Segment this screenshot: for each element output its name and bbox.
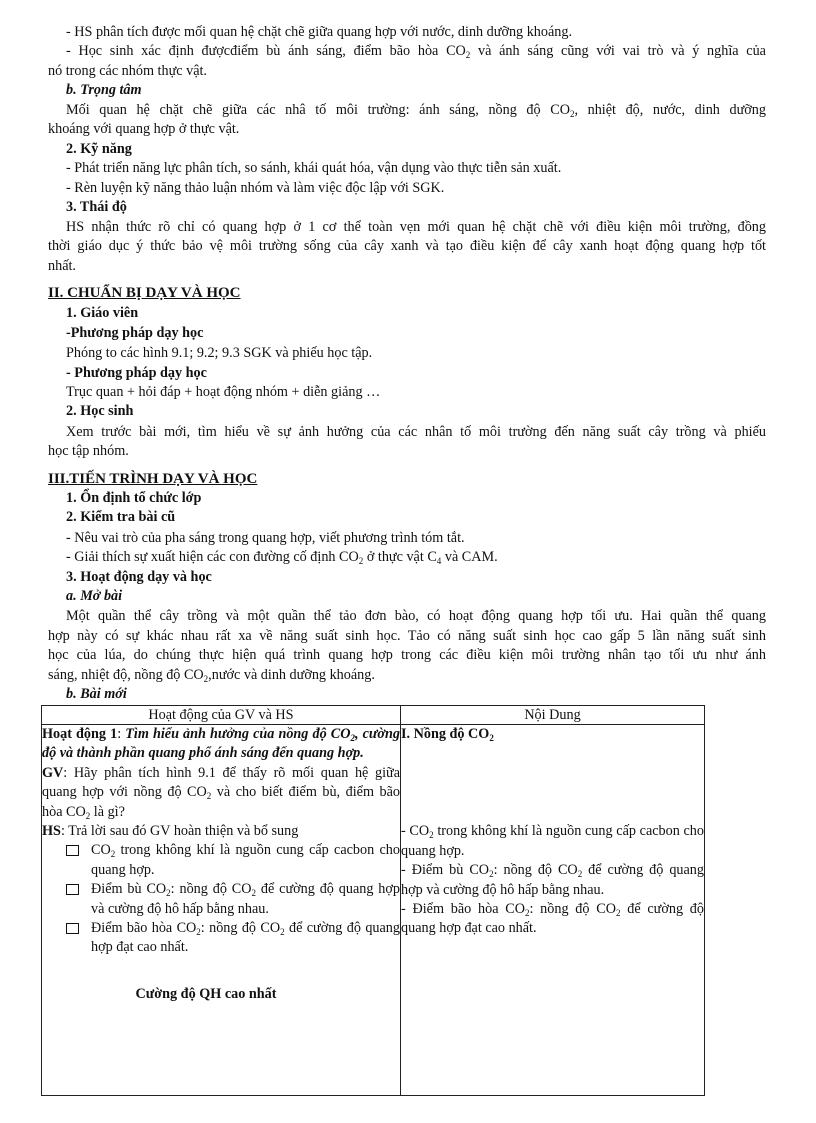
heading-trong-tam: b. Trọng tâm [66,82,142,98]
col-header-content: Nội Dung [401,706,705,725]
mo-bai-line-1: Một quần thể cây trồng và một quần thể tảo đơn bào, có hoạt động quang hợp tối ưu. Hai quần thể quang [66,608,766,624]
lesson-table [41,705,705,1096]
heading-thai-do: 3. Thái độ [66,199,127,215]
thai-do-line-3: nhất. [48,258,76,274]
heading-on-dinh: 1. Ổn định tổ chức lớp [66,490,202,506]
heading-phuong-phap-1: -Phương pháp dạy học [66,325,204,341]
thai-do-line-2: thời giáo dục ý thức bảo vệ môi trường sống của cây xanh và tạo điều kiện để cây xanh hoạt động quang hợp tốt [48,238,766,254]
content-heading: I. Nồng độ $CO_2$ [401,726,494,743]
heading-giao-vien: 1. Giáo viên [66,305,139,321]
phuong-phap-text-2: Trục quan + hỏi đáp + hoạt động nhóm + diễn giảng … [66,384,381,400]
ky-nang-line-2: - Rèn luyện kỹ năng thảo luận nhóm và làm việc độc lập với SGK. [66,180,445,196]
heading-hoc-sinh: 2. Học sinh [66,403,134,419]
list-item: $CO_2$ trong không khí là nguồn cung cấp cacbon cho quang hợp. [42,841,400,880]
hoc-sinh-line-1: Xem trước bài mới, tìm hiểu về sự ảnh hưởng của các nhân tố môi trường đến năng suất cây trồng và phiếu [66,424,766,440]
section-heading-3: III.TIẾN TRÌNH DẠY VÀ HỌC [48,471,258,487]
mo-bai-line-4: sáng, nhiệt độ, nồng độ $CO_2,nước$ và dinh dưỡng khoáng. [48,667,375,684]
list-item: Điểm bù $CO_2$: nồng độ $CO_2$ để cường độ quang hợp và cường độ hô hấp bằng nhau. [42,880,400,919]
table-header-row [42,706,705,725]
content-cell [401,725,705,1096]
heading-bai-moi: b. Bài mới [66,686,127,702]
teacher-question: GV: Hãy phân tích hình 9.1 để thấy rõ mối quan hệ giữa quang hợp với nồng độ $CO_2$ và cho biết điểm bù, điểm bão hòa $CO_2$ là gì? [42,764,400,821]
student-answer: HS: Trả lời sau đó GV hoàn thiện và bổ sung [42,823,299,840]
heading-ky-nang: 2. Kỹ năng [66,141,132,157]
objective-line-2: - Học sinh xác định đượcđiểm bù ánh sáng, điểm bão hòa $CO_2$ và ánh sáng cũng với vai trò và ý nghĩa của [66,43,766,60]
content-point-3: - Điểm bão hòa $CO_2$: nồng độ $CO_2$ để cường độ quang hợp đạt cao nhất. [401,901,704,937]
heading-phuong-phap-2: - Phương pháp dạy học [66,365,207,381]
trong-tam-line-2: khoáng với quang hợp ở thực vật. [48,121,240,137]
content-point-2: - Điểm bù $CO_2$: nồng độ $CO_2$ để cường độ quang hợp và cường độ hô hấp bằng nhau. [401,862,704,898]
kiem-tra-line-2: - Giải thích sự xuất hiện các con đường cố định $CO_2$ ở thực vật $C_4$ và CAM. [66,549,498,566]
objective-line-3: nó trong các nhóm thực vật. [48,63,207,79]
checkbox-bullet-icon [66,845,79,856]
mo-bai-line-3: học của lúa, do chúng thực hiện quá trình quang hợp trong các điều kiện môi trường nhân tạo tối ưu như ánh [48,647,766,663]
hoc-sinh-line-2: học tập nhóm. [48,443,129,459]
mo-bai-line-2: hợp này có sự khác nhau rất xa về năng suất sinh học. Tảo có năng suất sinh học cao gấp 5 lần năng suất sinh [48,628,766,644]
chart-caption: Cường độ QH cao nhất [135,985,277,1002]
checkbox-bullet-icon [66,884,79,895]
phuong-phap-text-1: Phóng to các hình 9.1; 9.2; 9.3 SGK và phiếu học tập. [66,345,373,361]
section-heading-2: II. CHUẨN BỊ DẠY VÀ HỌC [48,285,241,301]
objective-line-1: - HS phân tích được mối quan hệ chặt chẽ giữa quang hợp với nước, dinh dưỡng khoáng. [66,24,573,40]
kiem-tra-line-1: - Nêu vai trò của pha sáng trong quang hợp, viết phương trình tóm tắt. [66,530,465,546]
list-item: Điểm bão hòa $CO_2$: nồng độ $CO_2$ để cường độ quang hợp đạt cao nhất. [42,919,400,958]
heading-kiem-tra: 2. Kiểm tra bài cũ [66,509,176,525]
heading-mo-bai: a. Mở bài [66,588,123,604]
heading-hoat-dong: 3. Hoạt động dạy và học [66,569,212,585]
content-point-1: - $CO_2$ trong không khí là nguồn cung cấp cacbon cho quang hợp. [401,823,704,859]
thai-do-line-1: HS nhận thức rõ chỉ có quang hợp ở 1 cơ thể toàn vẹn mới quan hệ chặt chẽ với điều kiện môi trường, đồng [66,219,766,235]
table-row [42,725,705,1096]
col-header-activities: Hoạt động của GV và HS [42,706,401,725]
ky-nang-line-1: - Phát triển năng lực phân tích, so sánh, khái quát hóa, vận dụng vào thực tiễn sản xuất. [66,160,562,176]
checkbox-bullet-icon [66,923,79,934]
activities-cell [42,725,401,1096]
activity-title: Hoạt động 1: Tìm hiểu ảnh hưởng của nồng độ $CO_2$, cường độ và thành phần quang phổ ánh sáng đến quang hợp. [42,726,400,762]
trong-tam-line-1: Mối quan hệ chặt chẽ giữa các nhâ tố môi trường: ánh sáng, nồng độ $CO_2$, nhiệt độ, nước, dinh dưỡng [66,102,766,119]
